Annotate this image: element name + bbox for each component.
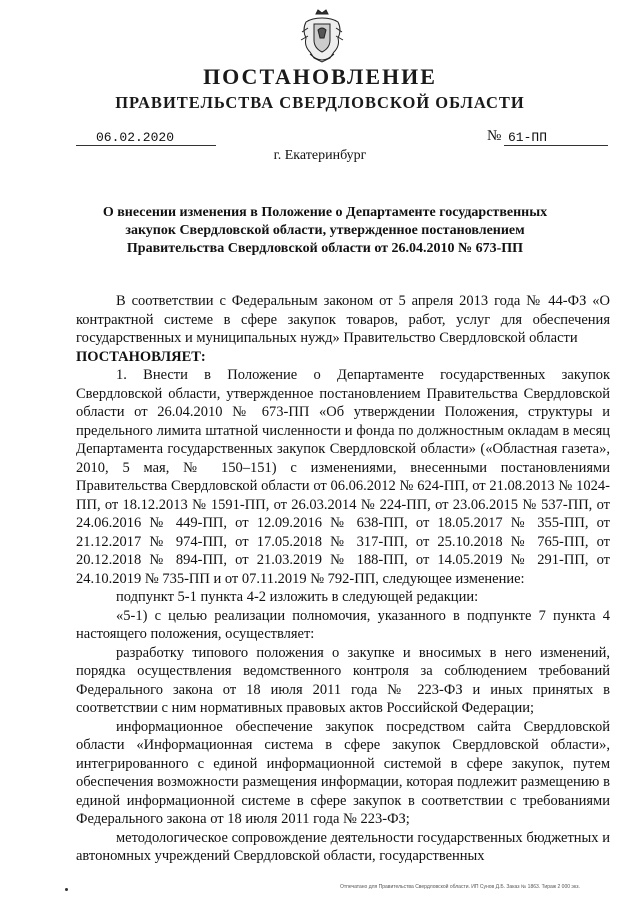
coat-of-arms-icon [298,8,346,66]
quote-paragraph: «5-1) с целью реализации полномочия, указанного в подпункте 7 пункта 4 настоящего положения, осуществляет: [76,607,610,642]
paragraph-a: разработку типового положения о закупке и вносимых в него изменений, порядка осуществления ведомственного контроля за соблюдением требований Федерального закона от 18 июля 2011 года № 223-ФЗ и иных принятых в соответствии с ним нормативных правовых актов Российской Федерации; [76,644,610,716]
city: г. Екатеринбург [273,148,367,163]
intro-paragraph: В соответствии с Федеральным законом от 5 апреля 2013 года № 44-ФЗ «О контрактной системе в сфере закупок товаров, работ, услуг для обеспечения государственных и муниципальных нужд» Правительство Свердловской области [76,293,610,346]
document-title: ПОСТАНОВЛЕНИЕ [203,64,437,89]
paragraph-c: методологическое сопровождение деятельности государственных бюджетных и автономных учреждений Свердловской области, государственных [76,829,610,864]
decree-word: ПОСТАНОВЛЯЕТ: [76,348,206,365]
number-label: № [487,128,502,144]
document-number: 61-ПП [504,130,608,146]
print-footer: Отпечатано для Правительства Свердловской области. ИП Сунов Д.Б. Заказ № 1863. Тираж 2 000 экз. [340,884,580,890]
item-1-paragraph: 1. Внести в Положение о Департаменте государственных закупок Свердловской области, утвержденное постановлением Правительства Свердловской области от 26.04.2010 № 673-ПП «Об утверждении Положения, структуры и предельного лимита штатной численности и фонда по должностным окладам в месяц Департамента государственных закупок Свердловской области» («Областная газета», 2010, 5 мая, № 150–151) с изменениями, внесенными постановлениями Правительства Свердловской области от 06.06.2012 № 624-ПП, от 21.08.2013 № 1024-ПП, от 18.12.2013 № 1591-ПП, от 26.03.2014 № 224-ПП, от 23.06.2015 № 537-ПП, от 24.06.2016 № 449-ПП, от 12.09.2016 № 638-ПП, от 18.05.2017 № 355-ПП, от 21.12.2017 № 974-ПП, от 17.05.2018 № 317-ПП, от 25.10.2018 № 765-ПП, от 20.12.2018 № 894-ПП, от 21.03.2019 № 188-ПП, от 14.05.2019 № 291-ПП, от 24.10.2019 № 735-ПП и от 07.11.2019 № 792-ПП, следующее изменение: [76,367,610,587]
document-subtitle: ПРАВИТЕЛЬСТВА СВЕРДЛОВСКОЙ ОБЛАСТИ [115,93,525,112]
document-body [76,292,610,866]
subpoint-paragraph: подпункт 5-1 пункта 4-2 изложить в следующей редакции: [116,589,479,605]
document-heading: О внесении изменения в Положение о Департаменте государственных закупок Свердловской области, утвержденное постановлением Правительства Свердловской области от 26.04.2010 № 673-ПП [102,205,548,256]
paragraph-b: информационное обеспечение закупок посредством сайта Свердловской области «Информационная система в сфере закупок Свердловской области», интегрированного с единой информационной системой в сфере закупок, путем обеспечения возможности размещения информации, которая подлежит размещению в единой информационной системе в сфере закупок в соответствии с требованиями Федерального закона от 18 июля 2011 года № 223-ФЗ; [76,718,610,827]
page-mark [65,888,68,891]
document-date: 06.02.2020 [76,130,216,146]
